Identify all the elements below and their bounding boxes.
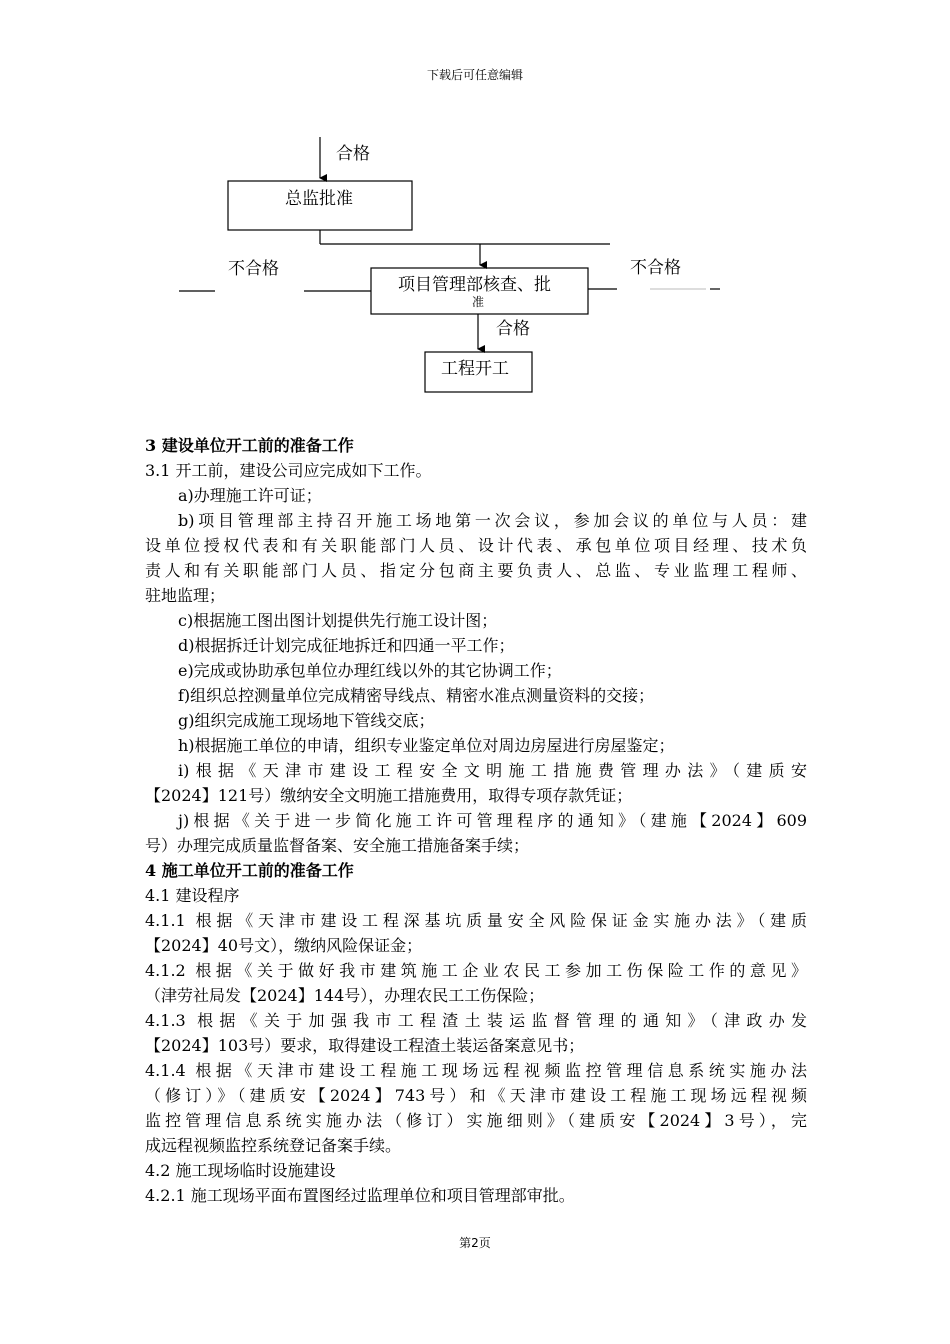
item-4-1-1-line-2: 【2024】40号文），缴纳风险保证金； <box>145 936 423 955</box>
item-3-g: g)组织完成施工现场地下管线交底； <box>178 711 435 730</box>
item-3-b-line-2: 设单位授权代表和有关职能部门人员、设计代表、承包单位项目经理、技术负 <box>145 536 807 555</box>
item-3-f: f)组织总控测量单位完成精密导线点、精密水准点测量资料的交接； <box>178 686 655 705</box>
item-3-j-line-2: 号）办理完成质量监督备案、安全施工措施备案手续； <box>145 836 530 855</box>
page-header: 下载后可任意编辑 <box>426 68 523 82</box>
paragraph-4-1: 4.1 建设程序 <box>145 886 240 905</box>
item-4-1-4-line-2: （修订）》（建质安【2024】743号）和《天津市建设工程施工现场远程视频 <box>145 1086 807 1105</box>
item-4-1-4-line-1: 4.1.4 根据《天津市建设工程施工现场远程视频监控管理信息系统实施办法 <box>145 1061 807 1080</box>
box-construction-start-text: 工程开工 <box>441 359 509 379</box>
paragraph-3-1: 3.1 开工前，建设公司应完成如下工作。 <box>145 461 432 480</box>
item-3-i-line-2: 【2024】121号）缴纳安全文明施工措施费用，取得专项存款凭证； <box>145 786 633 805</box>
item-3-e: e)完成或协助承包单位办理红线以外的其它协调工作； <box>178 661 562 680</box>
item-3-d: d)根据拆迁计划完成征地拆迁和四通一平工作； <box>178 636 515 655</box>
item-3-b-line-1: b)项目管理部主持召开施工场地第一次会议，参加会议的单位与人员：建 <box>178 511 807 530</box>
item-3-b-line-4: 驻地监理； <box>145 586 226 605</box>
item-4-1-4-line-4: 成远程视频监控系统登记备案手续。 <box>145 1136 402 1155</box>
item-4-1-2-line-2: （津劳社局发【2024】144号），办理农民工工伤保险； <box>145 986 545 1005</box>
item-4-2-1: 4.2.1 施工现场平面布置图经过监理单位和项目管理部审批。 <box>145 1186 575 1205</box>
label-fail-left: 不合格 <box>228 259 279 279</box>
section-3-title: 3 建设单位开工前的准备工作 <box>145 436 354 455</box>
label-pass-top: 合格 <box>336 144 370 164</box>
item-4-1-1-line-1: 4.1.1 根据《天津市建设工程深基坑质量安全风险保证金实施办法》（建质 <box>145 911 807 930</box>
item-3-j-line-1: j)根据《关于进一步简化施工许可管理程序的通知》（建施【2024】609 <box>178 811 807 830</box>
box-project-review-text-1: 项目管理部核查、批 <box>398 275 551 295</box>
section-4-title: 4 施工单位开工前的准备工作 <box>145 861 354 880</box>
box-project-review-text-2: 准 <box>472 295 485 309</box>
label-pass-bottom: 合格 <box>496 319 530 339</box>
document-body <box>145 433 807 1208</box>
item-3-a: a)办理施工许可证； <box>178 486 322 505</box>
item-3-b-line-3: 责人和有关职能部门人员、指定分包商主要负责人、总监、专业监理工程师、 <box>145 561 807 580</box>
item-3-i-line-1: i)根据《天津市建设工程安全文明施工措施费管理办法》（建质安 <box>178 761 807 780</box>
item-4-1-2-line-1: 4.1.2 根据《关于做好我市建筑施工企业农民工参加工伤保险工作的意见》 <box>145 961 807 980</box>
label-fail-right: 不合格 <box>630 258 681 278</box>
paragraph-4-2: 4.2 施工现场临时设施建设 <box>145 1161 336 1180</box>
item-3-h: h)根据施工单位的申请，组织专业鉴定单位对周边房屋进行房屋鉴定； <box>178 736 675 755</box>
item-4-1-4-line-3: 监控管理信息系统实施办法（修订）实施细则》（建质安【2024】3号），完 <box>145 1111 807 1130</box>
flowchart <box>0 0 950 420</box>
page-footer: 第2页 <box>459 1236 491 1250</box>
item-3-c: c)根据施工图出图计划提供先行施工设计图； <box>178 611 498 630</box>
box-director-approval-text: 总监批准 <box>285 189 353 209</box>
item-4-1-3-line-1: 4.1.3 根据《关于加强我市工程渣土装运监督管理的通知》（津政办发 <box>145 1011 807 1030</box>
item-4-1-3-line-2: 【2024】103号）要求，取得建设工程渣土装运备案意见书； <box>145 1036 585 1055</box>
